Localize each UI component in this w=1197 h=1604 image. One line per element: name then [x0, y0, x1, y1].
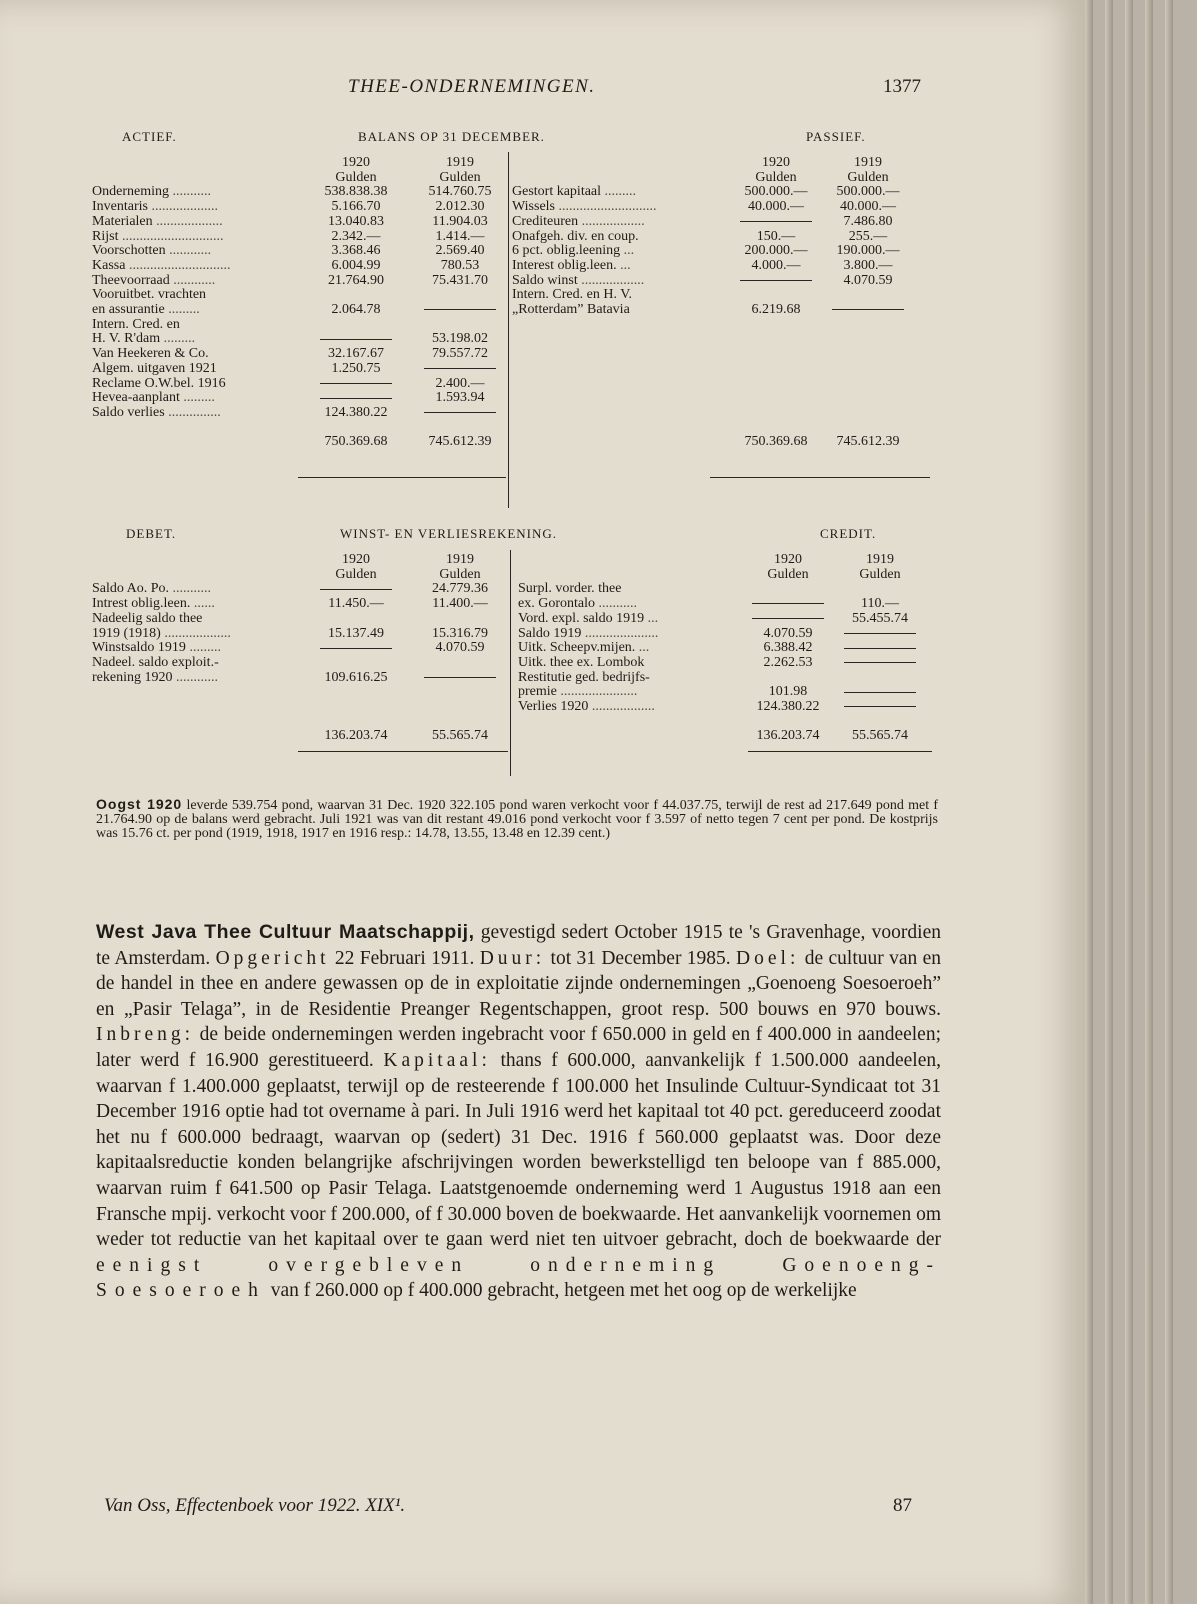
amount: 190.000.—	[836, 243, 900, 259]
row-label: Voorschotten	[92, 243, 166, 259]
leader-dots: ...........	[598, 596, 637, 612]
nil-dash	[740, 280, 812, 281]
table-row	[518, 700, 926, 715]
harvest-note-text: leverde 539.754 pond, waarvan 31 Dec. 1920 322.105 pond waren verkocht voor f 44.037.75, terwijl de rest ad 217.649 pond met f 21.764.90 op de balans werd gebracht. Juli 1921 was van dit restant 49.016 pond verkocht voor f 3.597 of netto tegen 7 cent per pond. De kostprijs was 15.76 ct. per pond (1919, 1918, 1917 en 1916 resp.: 14.78, 13.55, 13.48 en 12.39 cent.)	[96, 798, 938, 841]
body-text: de beide ondernemingen werden ingebracht voor f 650.000 in geld en f 400.000 in aandeelen; later werd f 16.900 gerestitueerd.	[96, 1024, 941, 1071]
table-row	[512, 274, 914, 289]
total-amount: 136.203.74	[324, 728, 388, 744]
amount: 500.000.—	[744, 184, 808, 200]
table-row	[92, 230, 512, 245]
year-header: 1919	[854, 155, 882, 170]
actief-heading: ACTIEF.	[122, 129, 177, 144]
row-label: Surpl. vorder. thee	[518, 581, 622, 597]
row-label: Verlies 1920	[518, 699, 589, 715]
table-row	[512, 244, 914, 259]
row-label: Intern. Cred. en	[92, 316, 180, 332]
table-row	[518, 641, 926, 656]
nil-dash	[320, 339, 392, 340]
amount: 21.764.90	[328, 272, 384, 288]
nil-dash	[844, 706, 916, 707]
table-row	[92, 288, 512, 303]
balans-heading: BALANS OP 31 DECEMBER.	[358, 129, 545, 144]
totals-row	[518, 729, 926, 744]
year-header: 1920	[342, 552, 370, 567]
totals-row	[92, 729, 512, 744]
totals-row	[512, 435, 914, 450]
pl-divider	[510, 550, 511, 776]
leader-dots: ............................	[558, 199, 657, 215]
keyword-opgericht: Opgericht	[215, 947, 330, 969]
year-header: 1919	[446, 155, 474, 170]
amount: 2.262.53	[763, 654, 813, 670]
footer-signature: 87	[893, 1495, 912, 1516]
table-row	[92, 215, 512, 230]
nil-dash	[424, 368, 496, 369]
table-row	[92, 362, 512, 377]
leader-dots: ......	[193, 596, 215, 612]
total-amount: 55.565.74	[852, 728, 908, 744]
row-label: Saldo winst	[512, 272, 578, 288]
nil-dash	[424, 677, 496, 678]
leader-dots: ...........	[172, 581, 212, 597]
leader-dots: ...................	[164, 625, 231, 641]
total-amount: 136.203.74	[756, 728, 820, 744]
nil-dash	[320, 383, 392, 384]
leader-dots: .........	[183, 390, 215, 406]
table-row	[92, 391, 512, 406]
row-label: Vooruitbet. vrachten	[92, 287, 207, 303]
leader-dots: ..................	[591, 699, 655, 715]
table-row	[92, 332, 512, 347]
table-row	[512, 259, 914, 274]
amount: 15.316.79	[432, 625, 488, 641]
unit-header-row	[92, 568, 512, 583]
total-amount: 745.612.39	[836, 434, 900, 450]
harvest-note	[96, 797, 938, 841]
amount: 11.904.03	[432, 213, 488, 229]
keyword-duur: Duur:	[479, 947, 546, 969]
leader-dots: .........	[163, 331, 196, 347]
page-edge	[1085, 0, 1093, 1604]
row-label: Rijst	[92, 228, 119, 244]
table-row	[518, 612, 926, 627]
body-text: 22 Februari 1911.	[329, 947, 480, 969]
table-row	[512, 288, 914, 303]
debet-table	[92, 553, 512, 744]
amount: 40.000.—	[840, 199, 896, 215]
debet-total-rule	[298, 751, 508, 752]
amount: 538.838.38	[324, 184, 388, 200]
row-label: Uitk. Scheepv.mijen.	[518, 640, 636, 656]
amount: 514.760.75	[428, 184, 492, 200]
row-label: Saldo Ao. Po.	[92, 581, 170, 597]
leader-dots: ...	[647, 610, 659, 626]
amount: 4.000.—	[751, 257, 801, 273]
row-label: ex. Gorontalo	[518, 596, 595, 612]
table-row	[92, 406, 512, 421]
total-amount: 750.369.68	[744, 434, 808, 450]
table-row	[92, 671, 512, 686]
amount: 780.53	[440, 257, 480, 273]
table-row	[512, 303, 914, 318]
nil-dash	[424, 309, 496, 310]
amount: 109.616.25	[324, 669, 388, 685]
amount: 2.400.—	[435, 375, 485, 391]
leader-dots: ............	[173, 272, 216, 288]
table-row	[92, 244, 512, 259]
unit-header-row	[512, 171, 914, 186]
amount: 3.800.—	[843, 257, 893, 273]
row-label: Nadeelig saldo thee	[92, 610, 203, 626]
amount: 40.000.—	[748, 199, 804, 215]
leader-dots: ...	[623, 243, 635, 259]
amount: 124.380.22	[756, 699, 820, 715]
table-row	[512, 185, 914, 200]
nil-dash	[844, 633, 916, 634]
leader-dots: .............................	[121, 228, 224, 244]
row-label: en assurantie	[92, 302, 165, 318]
leader-dots: .....................	[584, 625, 659, 641]
amount: 53.198.02	[432, 331, 488, 347]
row-label: Gestort kapitaal	[512, 184, 602, 200]
company-name: West Java Thee Cultuur Maatschappij,	[96, 921, 475, 943]
keyword-onderneming: eenigst overgebleven onderneming Goenoeng-Soesoeroeh	[96, 1254, 941, 1302]
body-text: van f 260.000 op f 400.000 gebracht, hetgeen met het oog op de werkelijke	[265, 1280, 857, 1302]
row-label: premie	[518, 684, 557, 700]
amount: 255.—	[848, 228, 888, 244]
amount: 2.012.30	[435, 199, 485, 215]
amount: 124.380.22	[324, 404, 388, 420]
row-label: Intrest oblig.leen.	[92, 596, 191, 612]
amount: 150.—	[756, 228, 796, 244]
total-amount: 55.565.74	[432, 728, 488, 744]
table-row	[512, 200, 914, 215]
page-edge	[1165, 0, 1173, 1604]
table-row	[518, 656, 926, 671]
year-header: 1919	[446, 552, 474, 567]
table-row	[92, 597, 512, 612]
nil-dash	[424, 412, 496, 413]
row-label: Wissels	[512, 199, 555, 215]
amount: 24.779.36	[432, 581, 488, 597]
amount: 4.070.59	[843, 272, 893, 288]
body-text: tot 31 December 1985.	[545, 947, 737, 969]
row-label: Uitk. thee ex. Lombok	[518, 654, 645, 670]
leader-dots: ......................	[560, 684, 638, 700]
row-label: Algem. uitgaven 1921	[92, 360, 217, 376]
row-label: H. V. R'dam	[92, 331, 161, 347]
amount: 500.000.—	[836, 184, 900, 200]
footer-source: Van Oss, Effectenboek voor 1922. XIX¹.	[104, 1495, 406, 1516]
year-header-row	[92, 553, 512, 568]
nil-dash	[844, 662, 916, 663]
amount: 13.040.83	[328, 213, 384, 229]
nil-dash	[740, 221, 812, 222]
leader-dots: ...	[620, 257, 631, 273]
unit-header-row	[518, 568, 926, 583]
total-amount: 745.612.39	[428, 434, 492, 450]
row-label: Crediteuren	[512, 213, 579, 229]
company-description	[96, 920, 941, 1304]
year-header-row	[518, 553, 926, 568]
unit-header: Gulden	[439, 566, 481, 582]
unit-header-row	[92, 171, 512, 186]
row-label: Restitutie ged. bedrijfs-	[518, 669, 650, 685]
leader-dots: ...................	[156, 213, 223, 229]
leader-dots: .........	[168, 302, 200, 318]
year-header: 1920	[762, 155, 790, 170]
amount: 79.557.72	[432, 346, 488, 362]
table-row	[92, 641, 512, 656]
amount: 11.400.—	[432, 596, 488, 612]
nil-dash	[320, 648, 392, 649]
amount: 7.486.80	[843, 213, 893, 229]
row-label: Winstsaldo 1919	[92, 640, 186, 656]
table-row	[92, 582, 512, 597]
row-label: Hevea-aanplant	[92, 390, 180, 406]
amount: 5.166.70	[331, 199, 381, 215]
amount: 6.004.99	[331, 257, 381, 273]
harvest-note-lead: Oogst 1920	[96, 796, 183, 812]
credit-total-rule	[748, 751, 932, 752]
amount: 15.137.49	[328, 625, 384, 641]
table-row	[518, 582, 926, 597]
leader-dots: ..................	[581, 272, 645, 288]
balans-divider	[508, 152, 509, 508]
amount: 2.569.40	[435, 243, 485, 259]
table-row	[518, 685, 926, 700]
amount: 1.593.94	[435, 390, 485, 406]
running-title: THEE-ONDERNEMINGEN.	[348, 76, 596, 97]
passief-total-rule	[710, 477, 930, 478]
table-row	[518, 671, 926, 686]
table-row	[92, 347, 512, 362]
unit-header: Gulden	[335, 566, 377, 582]
row-label: rekening 1920	[92, 669, 173, 685]
unit-header: Gulden	[847, 169, 889, 185]
amount: 101.98	[768, 684, 808, 700]
nil-dash	[844, 692, 916, 693]
amount: 6.388.42	[763, 640, 813, 656]
unit-header: Gulden	[767, 566, 809, 582]
body-text: de cultuur van en de handel in thee en andere gewassen op de in exploitatie zijnde ondernemingen „Goenoeng Soesoeroeh” en „Pasir Telaga”, in de Residentie Preanger Regentschappen, groot resp. 500 bouws en 970 bouws.	[96, 947, 941, 1020]
amount: 200.000.—	[744, 243, 808, 259]
table-row	[92, 274, 512, 289]
table-row	[92, 303, 512, 318]
leader-dots: ............	[169, 243, 212, 259]
table-row	[92, 656, 512, 671]
amount: 2.342.—	[331, 228, 381, 244]
table-row	[518, 627, 926, 642]
leader-dots: .........	[604, 184, 637, 200]
body-text: gevestigd sedert October 1915 te 's Gravenhage, voordien te Amsterdam.	[96, 922, 941, 969]
winst-verlies-heading: WINST- EN VERLIESREKENING.	[340, 526, 558, 541]
total-amount: 750.369.68	[324, 434, 388, 450]
row-label: Nadeel. saldo exploit.-	[92, 654, 219, 670]
debet-heading: DEBET.	[126, 526, 177, 541]
nil-dash	[320, 589, 392, 590]
row-label: Inventaris	[92, 199, 148, 215]
row-label: Onderneming	[92, 184, 169, 200]
leader-dots: ...........	[172, 184, 211, 200]
table-row	[92, 377, 512, 392]
row-label: Van Heekeren & Co.	[92, 346, 209, 362]
table-row	[518, 597, 926, 612]
row-label: Onafgeh. div. en coup.	[512, 228, 639, 244]
unit-header: Gulden	[335, 169, 377, 185]
nil-dash	[844, 648, 916, 649]
row-label: Materialen	[92, 213, 153, 229]
year-header-row	[92, 156, 512, 171]
amount: 11.450.—	[328, 596, 384, 612]
unit-header: Gulden	[859, 566, 901, 582]
table-row	[512, 230, 914, 245]
body-text: thans f 600.000, aanvankelijk f 1.500.000 aandeelen, waarvan f 1.400.000 geplaatst, terwijl op de resteerende f 100.000 het Insulinde Cultuur-Syndicaat tot 31 December 1916 optie had tot overname à pari. In Juli 1916 werd het kapitaal tot 40 pct. gereduceerd zoodat het nu f 600.000 bedraagt, waarvan op (sedert) 31 Dec. 1916 f 560.000 geplaatst was. Door deze kapitaalsreductie konden belangrijke afschrijvingen worden bewerkstelligd ten beloope van f 885.000, waarvan ruim f 641.500 op Pasir Telaga. Laatstgenoemde onderneming werd 1 Augustus 1918 aan een Fransche mpij. verkocht voor f 200.000, of f 30.000 boven de boekwaarde. Het aanvankelijk voornemen om weder tot reductie van het kapitaal over te gaan werd niet ten uitvoer gebracht, doch de boekwaarde der	[96, 1049, 941, 1251]
year-header-row	[512, 156, 914, 171]
actief-table	[92, 156, 512, 450]
credit-heading: CREDIT.	[820, 526, 877, 541]
passief-heading: PASSIEF.	[806, 129, 866, 144]
table-row	[512, 215, 914, 230]
actief-total-rule	[298, 477, 506, 478]
year-header: 1919	[866, 552, 894, 567]
row-label: Reclame O.W.bel. 1916	[92, 375, 226, 391]
table-row	[92, 612, 512, 627]
row-label: Saldo 1919	[518, 625, 582, 641]
row-label: Saldo verlies	[92, 404, 165, 420]
amount: 75.431.70	[432, 272, 488, 288]
row-label: Vord. expl. saldo 1919	[518, 610, 645, 626]
row-label: Kassa	[92, 257, 126, 273]
amount: 4.070.59	[435, 640, 485, 656]
unit-header: Gulden	[755, 169, 797, 185]
unit-header: Gulden	[439, 169, 481, 185]
nil-dash	[752, 603, 824, 604]
table-row	[92, 200, 512, 215]
table-row	[92, 318, 512, 333]
nil-dash	[320, 398, 392, 399]
page-edge	[1105, 0, 1113, 1604]
amount: 3.368.46	[331, 243, 381, 259]
amount: 32.167.67	[328, 346, 384, 362]
amount: 6.219.68	[751, 302, 801, 318]
nil-dash	[752, 618, 824, 619]
year-header: 1920	[774, 552, 802, 567]
row-label: „Rotterdam” Batavia	[512, 302, 630, 318]
table-row	[92, 259, 512, 274]
row-label: 1919 (1918)	[92, 625, 161, 641]
amount: 4.070.59	[763, 625, 813, 641]
row-label: Theevoorraad	[92, 272, 170, 288]
leader-dots: .........	[189, 640, 221, 656]
amount: 110.—	[861, 596, 899, 612]
leader-dots: ...	[638, 640, 650, 656]
keyword-kapitaal: Kapitaal:	[383, 1049, 491, 1071]
page-edge	[1125, 0, 1133, 1604]
table-row	[92, 627, 512, 642]
amount: 1.414.—	[435, 228, 485, 244]
amount: 55.455.74	[852, 610, 908, 626]
year-header: 1920	[342, 155, 370, 170]
leader-dots: ............	[175, 669, 218, 685]
page-number: 1377	[883, 76, 921, 97]
amount: 1.250.75	[331, 360, 381, 376]
row-label: Intern. Cred. en H. V.	[512, 287, 633, 303]
totals-row	[92, 435, 512, 450]
leader-dots: ...............	[168, 404, 221, 420]
keyword-doel: Doel:	[736, 947, 800, 969]
page-edge	[1145, 0, 1153, 1604]
passief-table	[512, 156, 914, 450]
leader-dots: ..................	[581, 213, 645, 229]
row-label: 6 pct. oblig.leening	[512, 243, 621, 259]
nil-dash	[832, 309, 904, 310]
row-label: Interest oblig.leen.	[512, 257, 617, 273]
credit-table	[518, 553, 926, 744]
amount: 2.064.78	[331, 302, 381, 318]
leader-dots: .............................	[128, 257, 231, 273]
keyword-inbreng: Inbreng:	[96, 1024, 195, 1046]
leader-dots: ...................	[151, 199, 218, 215]
table-row	[92, 185, 512, 200]
